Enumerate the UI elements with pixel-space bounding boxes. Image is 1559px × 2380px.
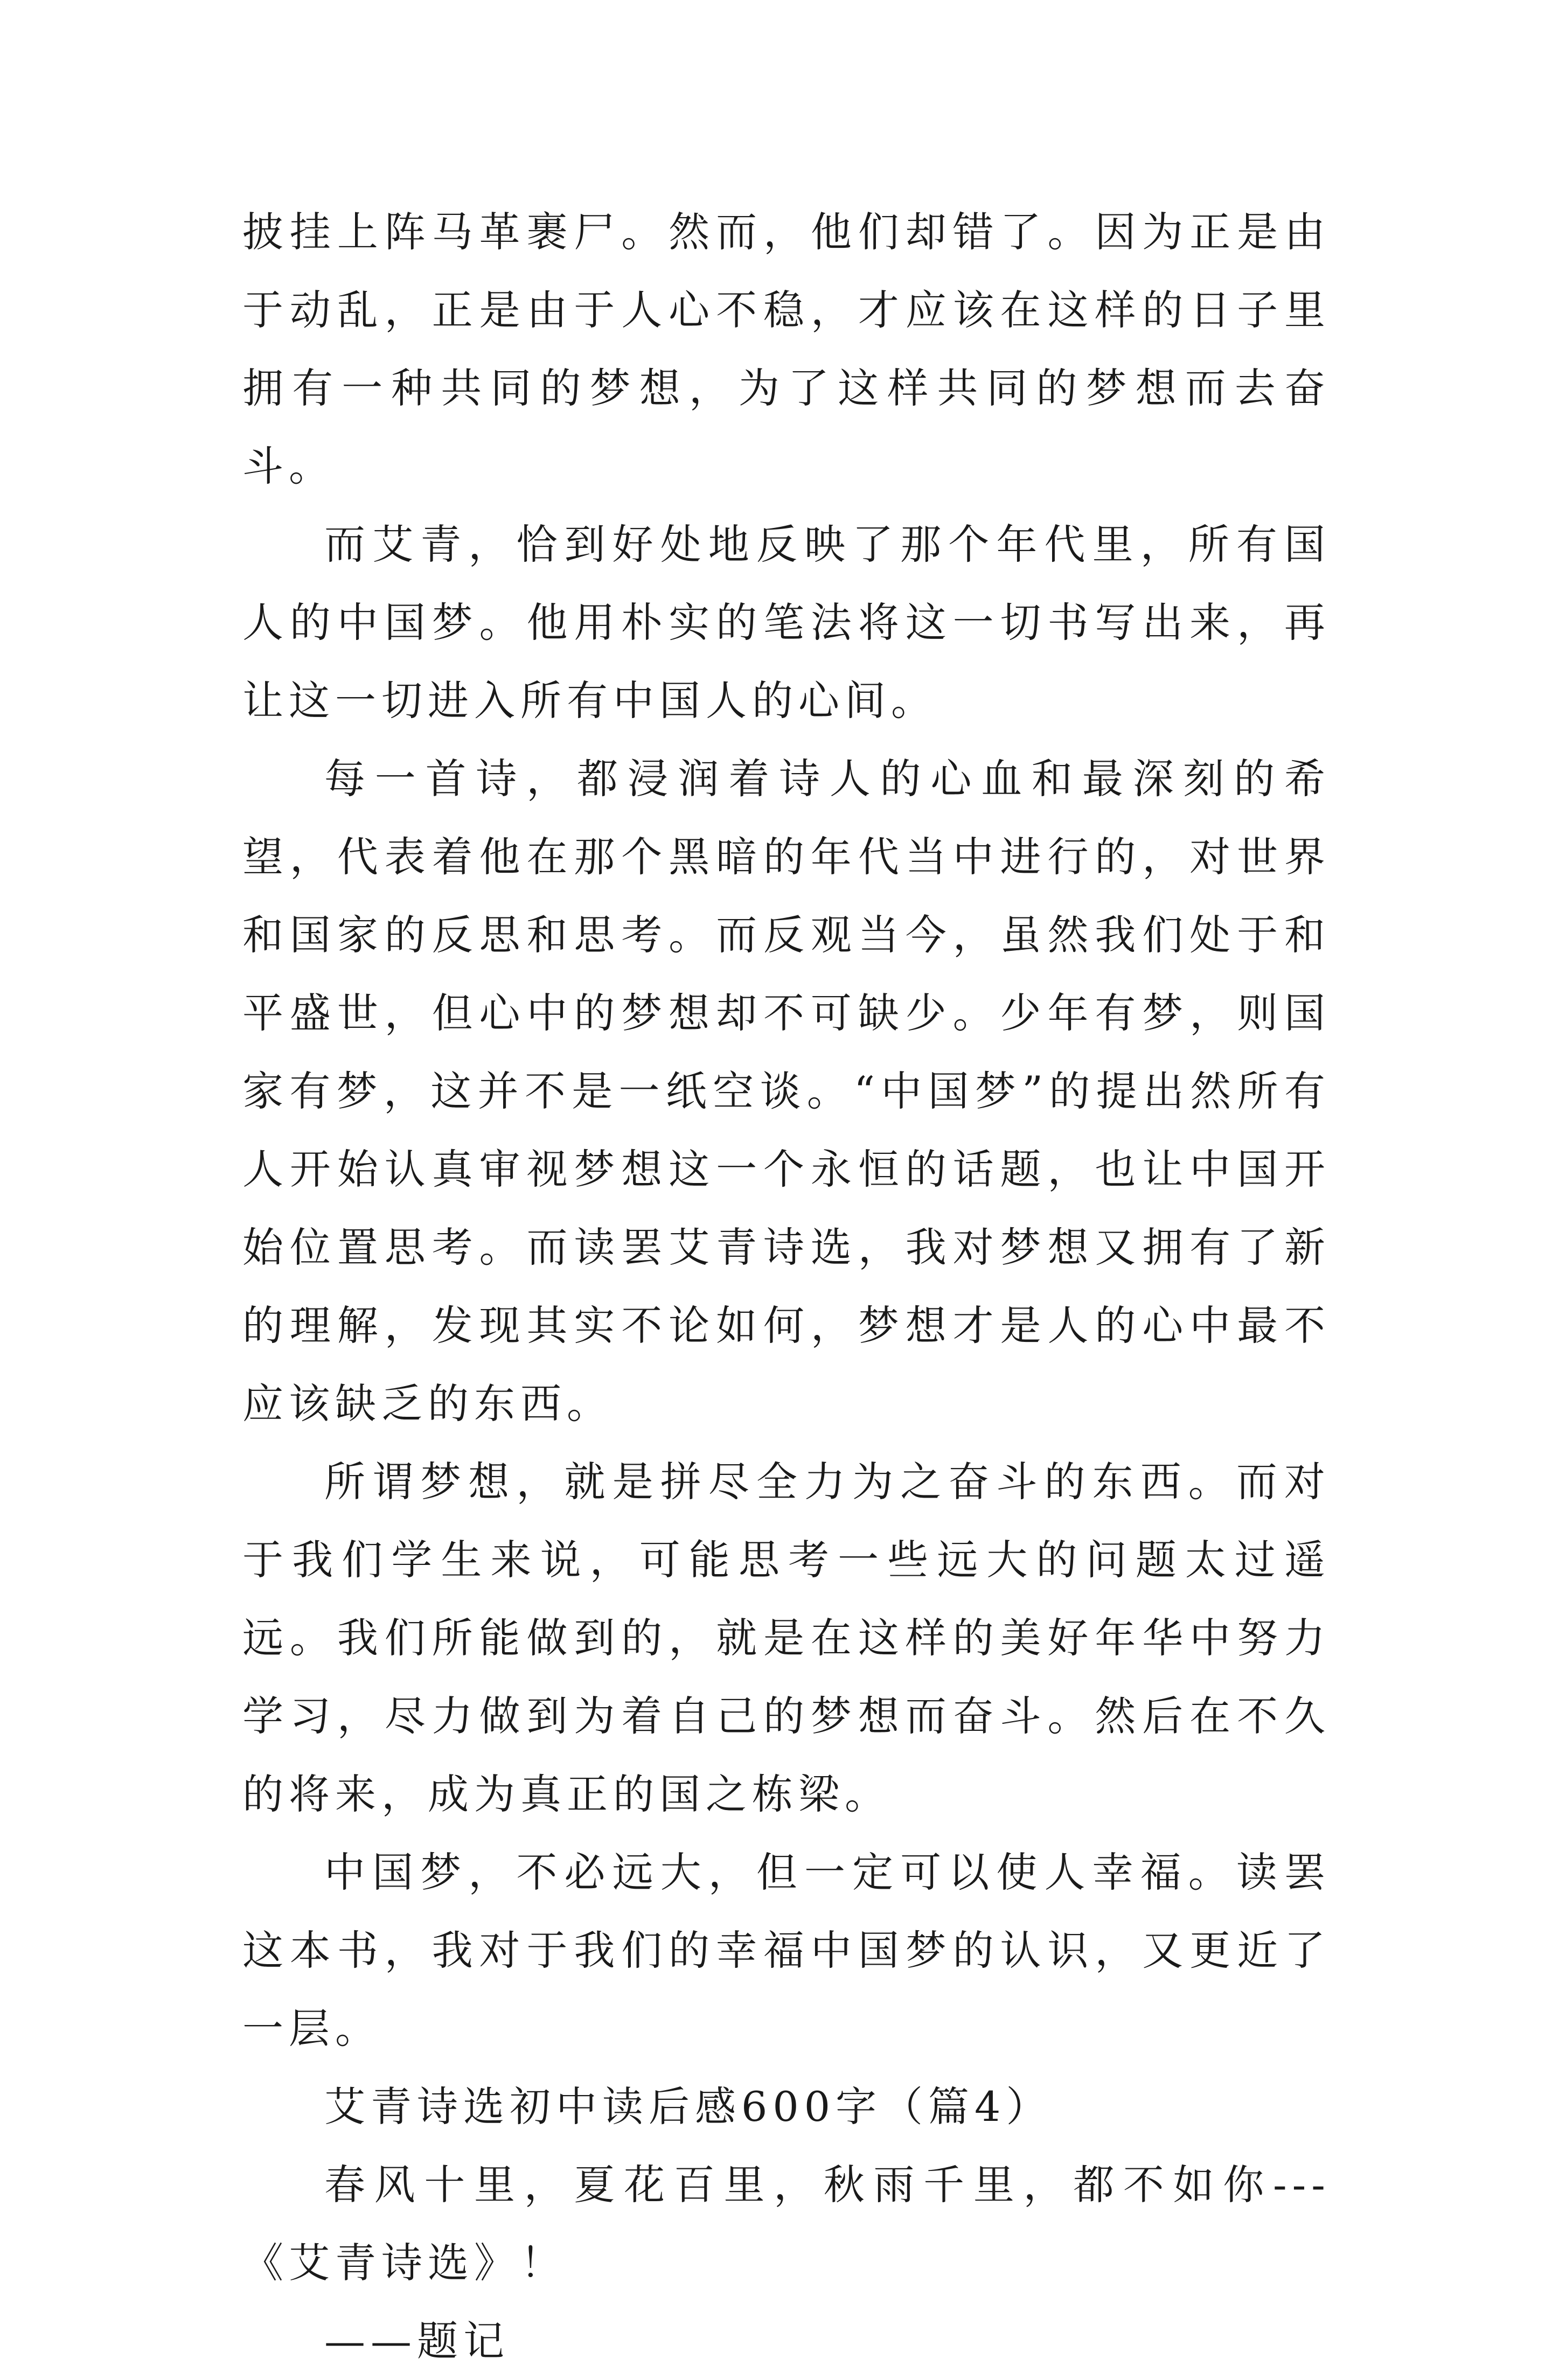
paragraph-7: 春风十里，夏花百里，秋雨千里，都不如你---《艾青诗选》！ (242, 2161, 1331, 2287)
document-body (242, 193, 1331, 2380)
paragraph-5: 中国梦，不必远大，但一定可以使人幸福。读罢这本书，我对于我们的幸福中国梦的认识，又更近了一层。 (242, 1848, 1331, 2052)
paragraph-2: 而艾青，恰到好处地反映了那个年代里，所有国人的中国梦。他用朴实的笔法将这一切书写出来，再让这一切进入所有中国人的心间。 (242, 520, 1331, 725)
section-heading: 艾青诗选初中读后感600字（篇4） (324, 2083, 1053, 2131)
paragraph-3: 每一首诗，都浸润着诗人的心血和最深刻的希望，代表着他在那个黑暗的年代当中进行的，对世界和国家的反思和思考。而反观当今，虽然我们处于和平盛世，但心中的梦想却不可缺少。少年有梦，则国家有梦，这并不是一纸空谈。“中国梦”的提出然所有人开始认真审视梦想这一个永恒的话题，也让中国开始位置思考。而读罢艾青诗选，我对梦想又拥有了新的理解，发现其实不论如何，梦想才是人的心中最不应该缺乏的东西。 (242, 755, 1331, 1428)
epigraph-note: ——题记 (324, 2317, 510, 2365)
paragraph-4: 所谓梦想，就是拼尽全力为之奋斗的东西。而对于我们学生来说，可能思考一些远大的问题太过遥远。我们所能做到的，就是在这样的美好年华中努力学习，尽力做到为着自己的梦想而奋斗。然后在不久的将来，成为真正的国之栋梁。 (242, 1458, 1331, 1818)
paragraph-1: 披挂上阵马革裹尸。然而，他们却错了。因为正是由于动乱，正是由于人心不稳，才应该在这样的日子里拥有一种共同的梦想，为了这样共同的梦想而去奋斗。 (242, 208, 1331, 490)
